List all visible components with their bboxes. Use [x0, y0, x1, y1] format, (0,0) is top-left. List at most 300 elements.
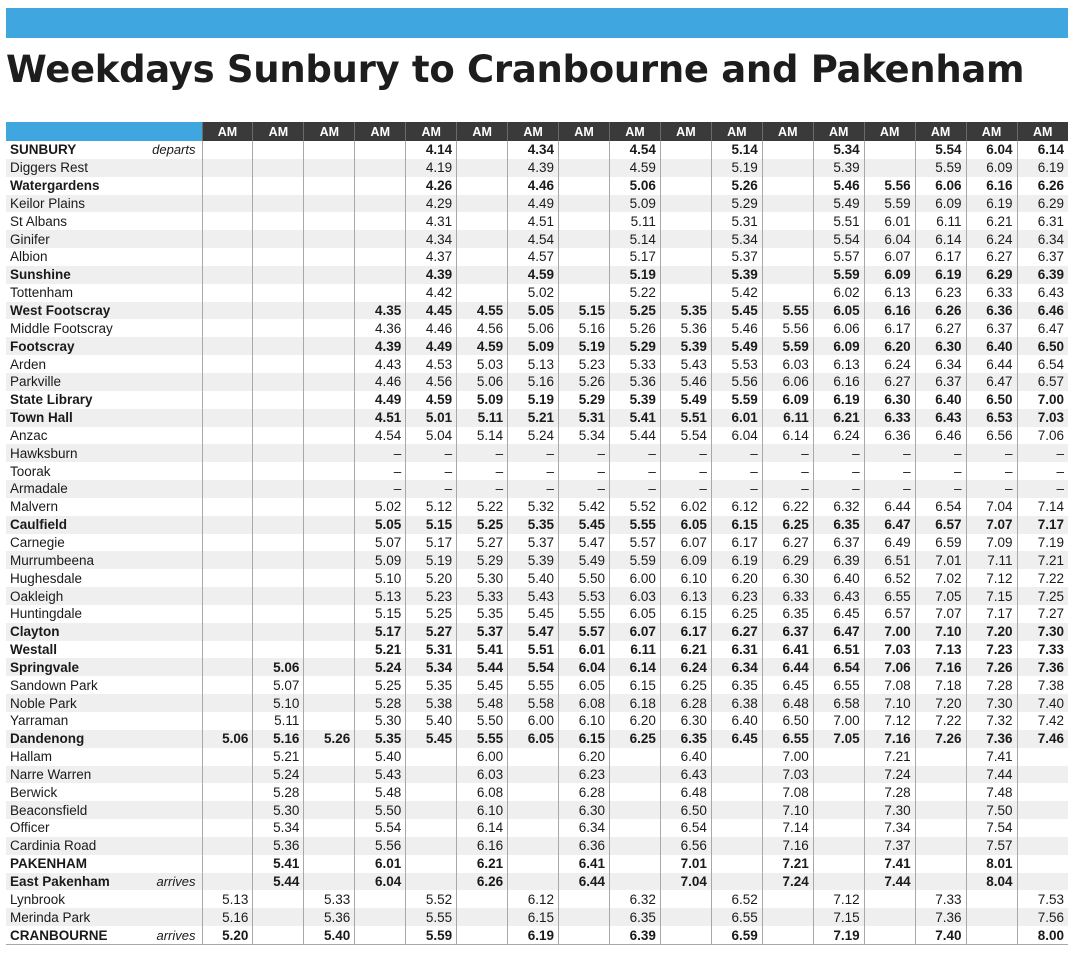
- time-cell: 4.31: [406, 212, 457, 230]
- time-cell: [457, 248, 508, 266]
- time-cell: 7.02: [915, 569, 966, 587]
- time-cell: 6.43: [1017, 284, 1068, 302]
- time-cell: 5.09: [355, 551, 406, 569]
- table-row: [6, 712, 1068, 730]
- time-cell: 7.21: [762, 855, 813, 873]
- time-cell: [762, 159, 813, 177]
- time-cell: 6.27: [915, 319, 966, 337]
- stop-cell: [6, 658, 202, 676]
- time-cell: 7.04: [660, 873, 711, 891]
- time-cell: [355, 212, 406, 230]
- time-cell: 7.32: [966, 712, 1017, 730]
- stop-cell: [6, 855, 202, 873]
- table-row: [6, 462, 1068, 480]
- time-cell: [610, 837, 661, 855]
- time-cell: [762, 230, 813, 248]
- time-cell: 4.46: [508, 177, 559, 195]
- time-cell: [711, 837, 762, 855]
- time-cell: [355, 141, 406, 159]
- time-cell: 5.02: [355, 498, 406, 516]
- time-cell: [355, 908, 406, 926]
- time-cell: 5.51: [813, 212, 864, 230]
- time-cell: 6.21: [813, 409, 864, 427]
- time-cell: [864, 159, 915, 177]
- time-cell: [559, 195, 610, 213]
- time-cell: [202, 658, 253, 676]
- time-cell: [304, 480, 355, 498]
- time-cell: –: [915, 480, 966, 498]
- time-cell: [508, 783, 559, 801]
- time-cell: 6.13: [660, 587, 711, 605]
- time-cell: 7.41: [864, 855, 915, 873]
- stop-cell: [6, 427, 202, 445]
- time-cell: [304, 534, 355, 552]
- time-cell: 5.56: [711, 373, 762, 391]
- time-cell: 6.04: [355, 873, 406, 891]
- time-cell: 7.05: [813, 730, 864, 748]
- time-cell: 7.36: [1017, 658, 1068, 676]
- time-cell: 5.20: [202, 926, 253, 944]
- time-cell: 6.16: [813, 373, 864, 391]
- stop-cell: [6, 319, 202, 337]
- period-header: AM: [966, 122, 1017, 141]
- stop-cell: [6, 141, 202, 159]
- time-cell: 5.57: [559, 623, 610, 641]
- time-cell: 5.55: [610, 516, 661, 534]
- time-cell: 7.37: [864, 837, 915, 855]
- time-cell: 6.28: [559, 783, 610, 801]
- stop-note: departs: [152, 142, 196, 158]
- time-cell: 6.14: [457, 819, 508, 837]
- time-cell: 6.44: [559, 873, 610, 891]
- time-cell: 5.57: [610, 534, 661, 552]
- time-cell: 7.44: [966, 766, 1017, 784]
- time-cell: 5.23: [559, 355, 610, 373]
- table-row: [6, 248, 1068, 266]
- time-cell: 7.19: [813, 926, 864, 944]
- time-cell: 5.10: [355, 569, 406, 587]
- time-cell: 6.07: [864, 248, 915, 266]
- time-cell: 5.34: [711, 230, 762, 248]
- time-cell: 6.06: [813, 319, 864, 337]
- time-cell: [813, 801, 864, 819]
- time-cell: –: [660, 480, 711, 498]
- time-cell: 6.35: [762, 605, 813, 623]
- time-cell: [406, 855, 457, 873]
- period-header: AM: [253, 122, 304, 141]
- time-cell: [813, 855, 864, 873]
- time-cell: 5.17: [610, 248, 661, 266]
- table-row: [6, 284, 1068, 302]
- table-row: [6, 801, 1068, 819]
- time-cell: 5.22: [610, 284, 661, 302]
- time-cell: 7.10: [864, 694, 915, 712]
- time-cell: 5.20: [406, 569, 457, 587]
- time-cell: 5.40: [406, 712, 457, 730]
- time-cell: 6.09: [915, 195, 966, 213]
- stop-cell: [6, 801, 202, 819]
- time-cell: [202, 230, 253, 248]
- time-cell: 7.25: [1017, 587, 1068, 605]
- time-cell: 6.19: [813, 391, 864, 409]
- time-cell: [711, 766, 762, 784]
- time-cell: 6.35: [813, 516, 864, 534]
- time-cell: [304, 551, 355, 569]
- time-cell: 4.54: [610, 141, 661, 159]
- time-cell: 5.39: [610, 391, 661, 409]
- time-cell: [304, 159, 355, 177]
- table-row: [6, 373, 1068, 391]
- table-row: [6, 694, 1068, 712]
- time-cell: 4.54: [355, 427, 406, 445]
- time-cell: [762, 141, 813, 159]
- time-cell: 6.34: [1017, 230, 1068, 248]
- time-cell: 6.54: [915, 498, 966, 516]
- time-cell: 5.41: [253, 855, 304, 873]
- time-cell: [253, 427, 304, 445]
- time-cell: 4.42: [406, 284, 457, 302]
- time-cell: 6.35: [711, 676, 762, 694]
- time-cell: [711, 801, 762, 819]
- time-cell: 5.25: [610, 302, 661, 320]
- time-cell: –: [1017, 444, 1068, 462]
- time-cell: [559, 212, 610, 230]
- time-cell: 5.59: [915, 159, 966, 177]
- period-header: AM: [864, 122, 915, 141]
- time-cell: 7.00: [762, 748, 813, 766]
- stop-name: Albion: [10, 249, 48, 265]
- time-cell: [660, 908, 711, 926]
- stop-name: Malvern: [10, 499, 59, 515]
- time-cell: 6.37: [762, 623, 813, 641]
- time-cell: [660, 890, 711, 908]
- period-header: AM: [610, 122, 661, 141]
- time-cell: 6.06: [762, 373, 813, 391]
- time-cell: –: [915, 444, 966, 462]
- time-cell: [457, 284, 508, 302]
- time-cell: 6.40: [660, 748, 711, 766]
- time-cell: [253, 551, 304, 569]
- time-cell: 7.06: [864, 658, 915, 676]
- time-cell: 6.43: [813, 587, 864, 605]
- time-cell: 5.24: [253, 766, 304, 784]
- table-row: [6, 783, 1068, 801]
- time-cell: 7.17: [966, 605, 1017, 623]
- time-cell: [610, 801, 661, 819]
- time-cell: [202, 694, 253, 712]
- time-cell: 5.32: [508, 498, 559, 516]
- stop-cell: [6, 266, 202, 284]
- time-cell: 6.45: [762, 676, 813, 694]
- time-cell: 5.27: [406, 623, 457, 641]
- time-cell: 6.17: [864, 319, 915, 337]
- time-cell: 6.12: [508, 890, 559, 908]
- time-cell: 6.05: [508, 730, 559, 748]
- time-cell: 7.46: [1017, 730, 1068, 748]
- time-cell: [202, 177, 253, 195]
- time-cell: 7.42: [1017, 712, 1068, 730]
- time-cell: 6.25: [711, 605, 762, 623]
- time-cell: 5.39: [711, 266, 762, 284]
- stop-name: Cardinia Road: [10, 838, 97, 854]
- stop-name: Watergardens: [10, 178, 100, 194]
- time-cell: 6.24: [864, 355, 915, 373]
- time-cell: 4.59: [406, 391, 457, 409]
- time-cell: [202, 195, 253, 213]
- stop-cell: [6, 783, 202, 801]
- time-cell: [559, 890, 610, 908]
- period-header: AM: [508, 122, 559, 141]
- stop-name: Hallam: [10, 749, 53, 765]
- time-cell: [202, 480, 253, 498]
- time-cell: 5.39: [660, 337, 711, 355]
- time-cell: –: [457, 462, 508, 480]
- table-row: [6, 498, 1068, 516]
- time-cell: 5.19: [610, 266, 661, 284]
- time-cell: 5.53: [711, 355, 762, 373]
- time-cell: 7.17: [1017, 516, 1068, 534]
- time-cell: 6.08: [559, 694, 610, 712]
- time-cell: [202, 801, 253, 819]
- time-cell: 6.55: [864, 587, 915, 605]
- stop-cell: [6, 444, 202, 462]
- period-header: AM: [660, 122, 711, 141]
- time-cell: 4.49: [355, 391, 406, 409]
- time-cell: [202, 319, 253, 337]
- time-cell: [457, 266, 508, 284]
- time-cell: 6.13: [813, 355, 864, 373]
- time-cell: 6.26: [915, 302, 966, 320]
- time-cell: [915, 766, 966, 784]
- time-cell: [406, 819, 457, 837]
- time-cell: –: [406, 480, 457, 498]
- time-cell: 5.49: [711, 337, 762, 355]
- time-cell: –: [711, 480, 762, 498]
- page-title: Weekdays Sunbury to Cranbourne and Pakenham: [6, 48, 1025, 91]
- time-cell: [508, 748, 559, 766]
- time-cell: 5.34: [559, 427, 610, 445]
- time-cell: [559, 159, 610, 177]
- time-cell: 5.17: [355, 623, 406, 641]
- stop-name: Anzac: [10, 427, 48, 443]
- time-cell: [202, 337, 253, 355]
- time-cell: 6.59: [915, 534, 966, 552]
- table-row: [6, 159, 1068, 177]
- time-cell: –: [864, 444, 915, 462]
- stop-name: Ginifer: [10, 231, 50, 247]
- time-cell: 7.16: [864, 730, 915, 748]
- time-cell: 5.29: [457, 551, 508, 569]
- stop-cell: [6, 212, 202, 230]
- time-cell: [864, 908, 915, 926]
- time-cell: [915, 748, 966, 766]
- time-cell: 4.19: [406, 159, 457, 177]
- time-cell: [457, 177, 508, 195]
- time-cell: 6.41: [559, 855, 610, 873]
- time-cell: 5.31: [406, 641, 457, 659]
- time-cell: [253, 623, 304, 641]
- time-cell: [457, 195, 508, 213]
- time-cell: 6.09: [660, 551, 711, 569]
- time-cell: [915, 837, 966, 855]
- time-cell: 4.51: [508, 212, 559, 230]
- stop-name: Westall: [10, 642, 58, 658]
- time-cell: 6.39: [1017, 266, 1068, 284]
- time-cell: 5.24: [355, 658, 406, 676]
- stop-cell: [6, 159, 202, 177]
- time-cell: 5.55: [508, 676, 559, 694]
- time-cell: 6.19: [508, 926, 559, 944]
- time-cell: 5.14: [457, 427, 508, 445]
- stop-cell: [6, 766, 202, 784]
- time-cell: 7.10: [762, 801, 813, 819]
- time-cell: 6.21: [457, 855, 508, 873]
- time-cell: 7.48: [966, 783, 1017, 801]
- time-cell: –: [355, 462, 406, 480]
- time-cell: 5.21: [253, 748, 304, 766]
- stop-name: CRANBOURNE: [10, 927, 108, 943]
- time-cell: 6.23: [915, 284, 966, 302]
- time-cell: 7.14: [1017, 498, 1068, 516]
- time-cell: [966, 926, 1017, 944]
- time-cell: [508, 837, 559, 855]
- table-row: [6, 569, 1068, 587]
- time-cell: 5.06: [508, 319, 559, 337]
- time-cell: 6.56: [660, 837, 711, 855]
- time-cell: 6.09: [813, 337, 864, 355]
- time-cell: [660, 926, 711, 944]
- time-cell: 6.25: [762, 516, 813, 534]
- time-cell: 5.54: [355, 819, 406, 837]
- time-cell: [915, 855, 966, 873]
- time-cell: 4.46: [355, 373, 406, 391]
- time-cell: 6.00: [610, 569, 661, 587]
- time-cell: 5.39: [813, 159, 864, 177]
- time-cell: [406, 801, 457, 819]
- time-cell: [202, 855, 253, 873]
- time-cell: 7.04: [966, 498, 1017, 516]
- time-cell: 5.46: [813, 177, 864, 195]
- time-cell: 6.54: [1017, 355, 1068, 373]
- time-cell: 7.15: [966, 587, 1017, 605]
- time-cell: [559, 177, 610, 195]
- time-cell: [966, 890, 1017, 908]
- time-cell: 4.34: [508, 141, 559, 159]
- time-cell: 6.20: [610, 712, 661, 730]
- time-cell: 5.26: [711, 177, 762, 195]
- time-cell: [762, 284, 813, 302]
- time-cell: –: [762, 444, 813, 462]
- time-cell: 6.17: [711, 534, 762, 552]
- time-cell: 5.05: [355, 516, 406, 534]
- time-cell: 4.34: [406, 230, 457, 248]
- time-cell: [559, 926, 610, 944]
- time-cell: [202, 534, 253, 552]
- time-cell: 7.01: [915, 551, 966, 569]
- time-cell: 6.35: [610, 908, 661, 926]
- time-cell: 5.09: [508, 337, 559, 355]
- time-cell: 6.14: [915, 230, 966, 248]
- time-cell: [304, 266, 355, 284]
- stop-name: Sunshine: [10, 267, 71, 283]
- time-cell: 6.52: [864, 569, 915, 587]
- time-cell: 6.28: [660, 694, 711, 712]
- time-cell: [915, 783, 966, 801]
- time-cell: 5.29: [711, 195, 762, 213]
- time-cell: 8.00: [1017, 926, 1068, 944]
- time-cell: 6.27: [966, 248, 1017, 266]
- time-cell: –: [457, 480, 508, 498]
- time-cell: 7.16: [762, 837, 813, 855]
- time-cell: –: [355, 444, 406, 462]
- time-cell: 6.32: [610, 890, 661, 908]
- time-cell: 6.32: [813, 498, 864, 516]
- time-cell: 6.34: [915, 355, 966, 373]
- table-row: [6, 658, 1068, 676]
- time-cell: 6.50: [762, 712, 813, 730]
- stop-name: PAKENHAM: [10, 856, 87, 872]
- time-cell: –: [355, 480, 406, 498]
- stop-cell: [6, 409, 202, 427]
- time-cell: 6.30: [762, 569, 813, 587]
- time-cell: [253, 534, 304, 552]
- time-cell: –: [813, 462, 864, 480]
- time-cell: 6.24: [660, 658, 711, 676]
- time-cell: 5.21: [508, 409, 559, 427]
- stop-name: Diggers Rest: [10, 160, 89, 176]
- time-cell: 5.34: [253, 819, 304, 837]
- time-cell: [253, 195, 304, 213]
- time-cell: [253, 266, 304, 284]
- table-row: [6, 837, 1068, 855]
- time-cell: –: [610, 462, 661, 480]
- time-cell: 6.29: [762, 551, 813, 569]
- time-cell: [711, 783, 762, 801]
- time-cell: [253, 641, 304, 659]
- time-cell: 6.47: [864, 516, 915, 534]
- time-cell: 4.43: [355, 355, 406, 373]
- time-cell: 4.14: [406, 141, 457, 159]
- time-cell: 5.40: [355, 748, 406, 766]
- stop-name: Lynbrook: [10, 891, 66, 907]
- time-cell: 5.54: [915, 141, 966, 159]
- stop-cell: [6, 195, 202, 213]
- time-cell: 5.06: [457, 373, 508, 391]
- time-cell: 5.55: [559, 605, 610, 623]
- time-cell: 4.37: [406, 248, 457, 266]
- time-cell: [610, 766, 661, 784]
- stop-cell: [6, 551, 202, 569]
- time-cell: 7.12: [813, 890, 864, 908]
- time-cell: 7.20: [966, 623, 1017, 641]
- time-cell: 4.46: [406, 319, 457, 337]
- time-cell: [304, 355, 355, 373]
- table-row: [6, 266, 1068, 284]
- time-cell: 4.36: [355, 319, 406, 337]
- period-header: AM: [762, 122, 813, 141]
- time-cell: 4.39: [508, 159, 559, 177]
- time-cell: 6.54: [660, 819, 711, 837]
- time-cell: 6.19: [966, 195, 1017, 213]
- time-cell: 7.54: [966, 819, 1017, 837]
- time-cell: [202, 516, 253, 534]
- time-cell: 6.30: [864, 391, 915, 409]
- time-cell: 6.21: [660, 641, 711, 659]
- time-cell: [253, 337, 304, 355]
- time-cell: 6.34: [559, 819, 610, 837]
- stop-cell: [6, 337, 202, 355]
- time-cell: [202, 605, 253, 623]
